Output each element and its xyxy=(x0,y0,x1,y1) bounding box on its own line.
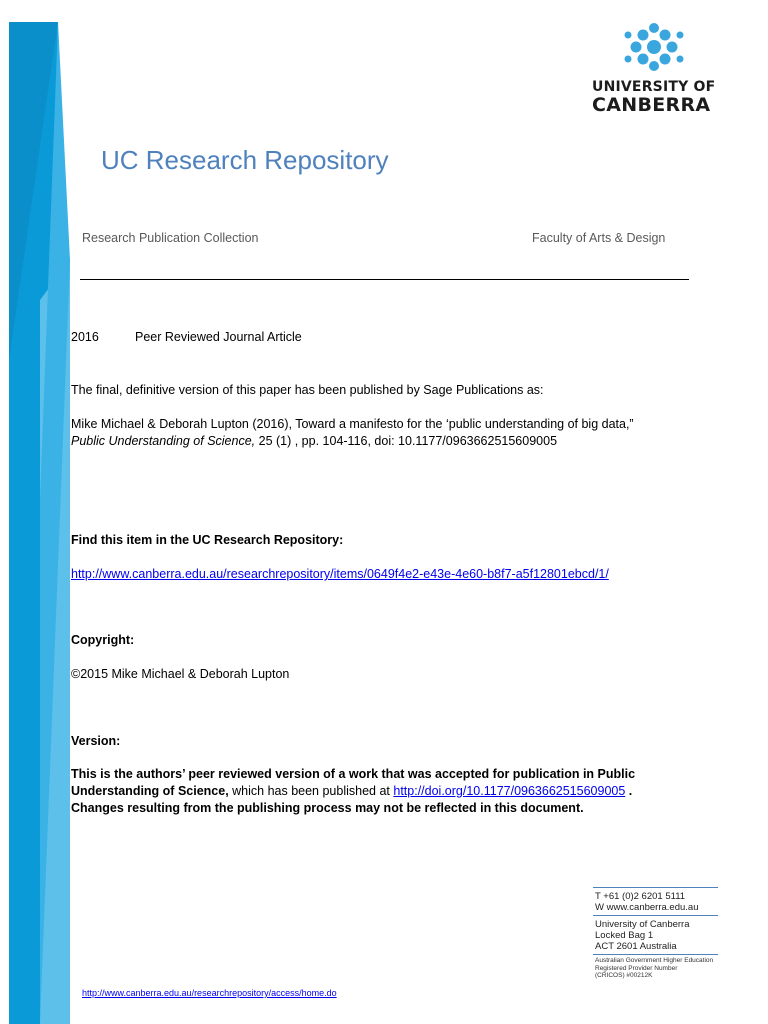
find-heading: Find this item in the UC Research Repository: xyxy=(71,533,344,547)
version-statement xyxy=(71,766,731,817)
citation-details: 25 (1) , pp. 104-116, doi: 10.1177/0963662515609005 xyxy=(255,434,558,448)
doi-link[interactable]: http://doi.org/10.1177/0963662515609005 xyxy=(393,784,626,798)
provider-line1: Australian Government Higher Education xyxy=(595,957,714,964)
provider-info xyxy=(593,955,718,982)
contact-box xyxy=(593,887,718,982)
citation-line1: Mike Michael & Deborah Lupton (2016), Toward a manifesto for the ‘public understanding of big data,” xyxy=(71,417,634,431)
address-line2: Locked Bag 1 xyxy=(595,930,654,941)
version-line1: This is the authors’ peer reviewed version of a work that was accepted for publication in Public xyxy=(71,767,636,781)
contact-web: W www.canberra.edu.au xyxy=(595,902,699,913)
collection-name: Research Publication Collection xyxy=(82,231,259,245)
provider-line2: Registered Provider Number xyxy=(595,964,678,972)
article-type: Peer Reviewed Journal Article xyxy=(135,330,302,344)
header-divider xyxy=(80,279,689,280)
repository-item-link[interactable]: http://www.canberra.edu.au/researchrepository/items/0649f4e2-e43e-4e60-b8f7-a5f12801ebcd/1/ xyxy=(71,567,609,581)
contact-address xyxy=(593,916,718,954)
address-line3: ACT 2601 Australia xyxy=(595,941,677,952)
article-year: 2016 xyxy=(71,330,99,344)
copyright-heading: Copyright: xyxy=(71,633,135,647)
version-published-at: which has been published at xyxy=(228,784,394,798)
faculty-name: Faculty of Arts & Design xyxy=(532,231,666,245)
version-line2 xyxy=(71,783,731,800)
version-line2-end: . xyxy=(625,784,633,798)
university-logo xyxy=(592,22,732,114)
citation-journal: Public Understanding of Science, xyxy=(71,434,256,448)
logo-text-line2: CANBERRA xyxy=(592,94,711,116)
citation xyxy=(71,416,731,450)
logo-text-line1: UNIVERSITY OF xyxy=(592,79,716,95)
version-journal: Understanding of Science, xyxy=(71,784,229,798)
molecule-logo-icon xyxy=(624,22,684,72)
published-statement: The final, definitive version of this paper has been published by Sage Publications as: xyxy=(71,383,544,397)
citation-line2 xyxy=(71,433,731,450)
contact-phone: T +61 (0)2 6201 5111 xyxy=(595,891,686,902)
repository-title: UC Research Repository xyxy=(101,145,389,175)
decorative-side-band xyxy=(0,0,70,1024)
version-line3: Changes resulting from the publishing process may not be reflected in this document. xyxy=(71,801,584,815)
version-heading: Version: xyxy=(71,734,121,748)
provider-line3: (CRICOS) #00212K xyxy=(595,972,653,979)
address-line1: University of Canberra xyxy=(595,919,690,930)
contact-phone-web xyxy=(593,888,718,915)
repository-home-link[interactable]: http://www.canberra.edu.au/researchrepository/access/home.do xyxy=(82,988,337,998)
copyright-text: ©2015 Mike Michael & Deborah Lupton xyxy=(71,667,290,681)
